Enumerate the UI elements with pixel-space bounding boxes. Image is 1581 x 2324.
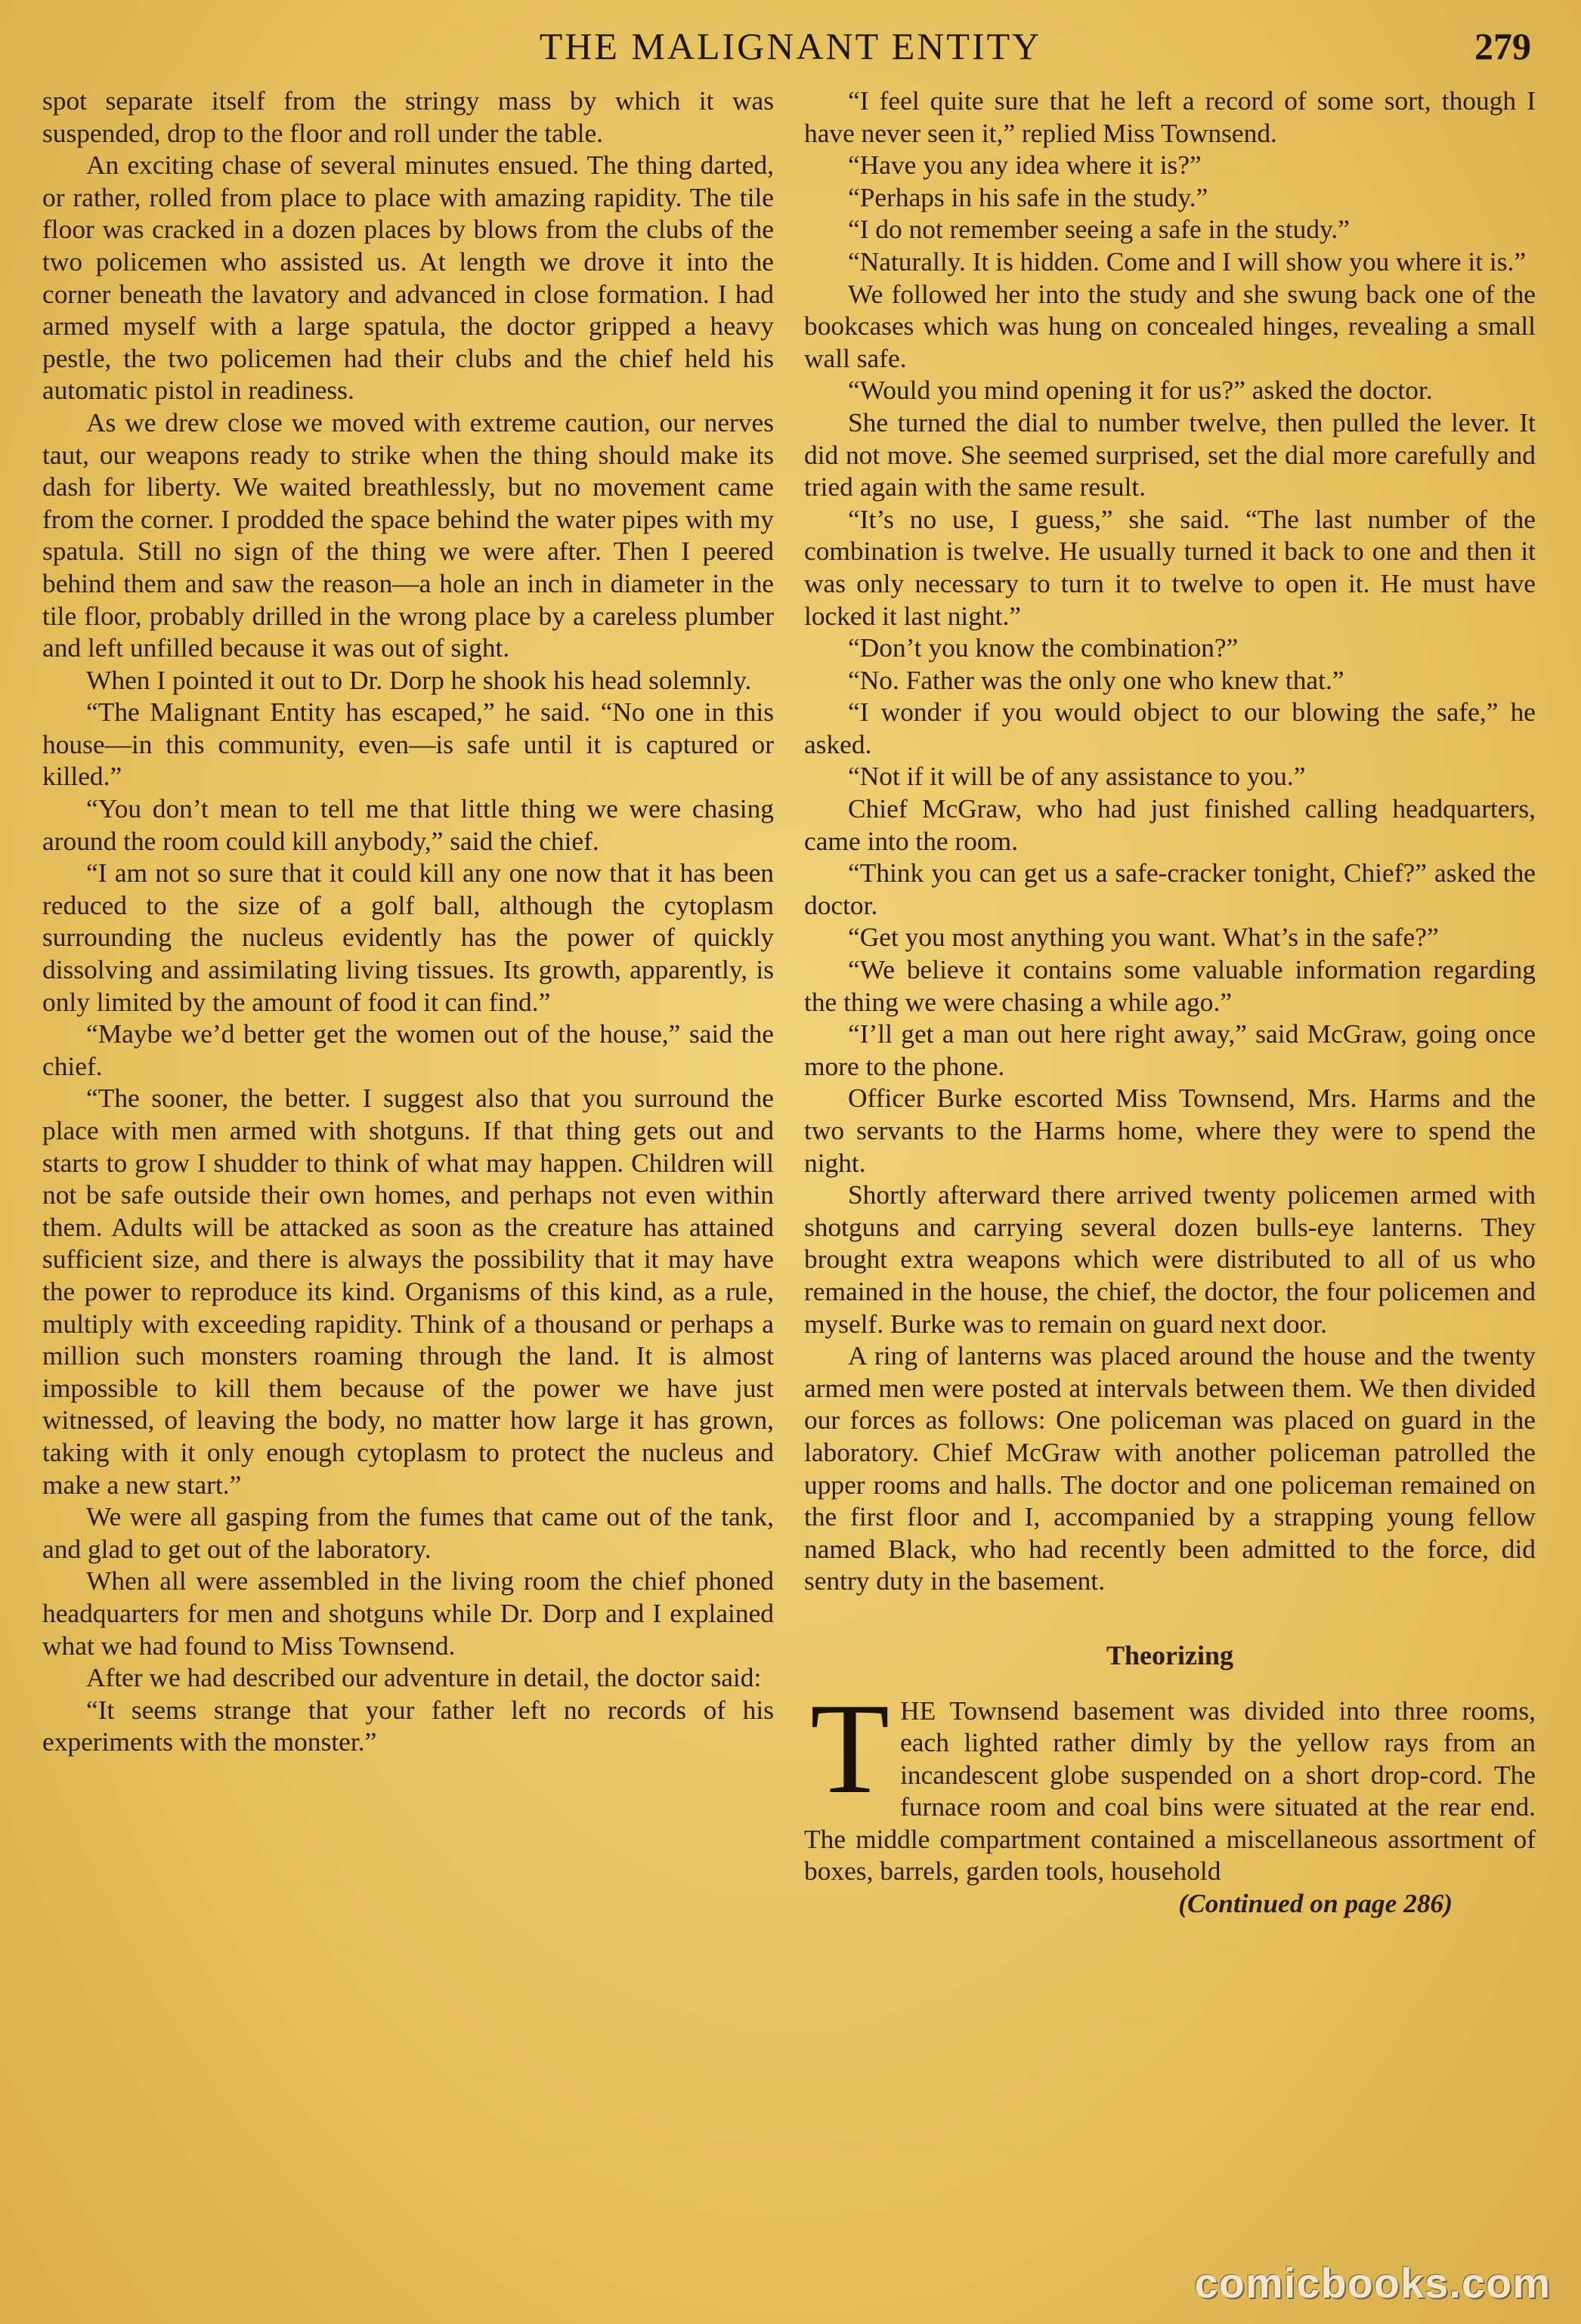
watermark-logo: comicbooks.com (1194, 2259, 1551, 2307)
paragraph: “Have you any idea where it is?” (848, 150, 1202, 181)
paragraph: Chief McGraw, who had just finished calling headquarters, came into the room. (804, 793, 1536, 856)
running-title: THE MALIGNANT ENTITY (539, 25, 1042, 67)
paragraph: “It’s no use, I guess,” she said. “The last number of the combination is twelve. He usually turned it back to one and then it was only necessary to turn it to twelve to open it. He must have locked it last night.” (804, 503, 1536, 631)
right-column (804, 85, 1536, 1920)
paragraph: “I do not remember seeing a safe in the study.” (848, 214, 1350, 245)
paragraph: When all were assembled in the living room the chief phoned headquarters for men and shotguns while Dr. Dorp and I explained what we had found to Miss Townsend. (42, 1565, 774, 1661)
paragraph: “Maybe we’d better get the women out of the house,” said the chief. (42, 1018, 774, 1081)
paragraph: When I pointed it out to Dr. Dorp he shook his head solemnly. (86, 664, 752, 695)
paragraph: “Naturally. It is hidden. Come and I will show you where it is.” (848, 246, 1527, 277)
paragraph: After we had described our adventure in detail, the doctor said: (86, 1662, 762, 1693)
left-column (42, 85, 774, 1758)
paragraph: A ring of lanterns was placed around the house and the twenty armed men were posted at intervals between them. We then divided our forces as follows: One policeman was placed on guard in the laboratory. Chief McGraw with another policeman patrolled the upper rooms and halls. The doctor and one policeman remained on the first floor and I, accompanied by a strapping young fellow named Black, who had recently been admitted to the force, did sentry duty in the basement. (804, 1340, 1536, 1596)
paragraph: “Think you can get us a safe-cracker tonight, Chief?” asked the doctor. (804, 858, 1536, 920)
paragraph: “Don’t you know the combination?” (848, 632, 1239, 663)
paragraph: We were all gasping from the fumes that came out of the tank, and glad to get out of the laboratory. (42, 1501, 774, 1564)
paragraph: “It seems strange that your father left no records of his experiments with the monster.” (42, 1694, 774, 1757)
paragraph: “Not if it will be of any assistance to you.” (848, 761, 1306, 792)
paragraph: “I wonder if you would object to our blowing the safe,” he asked. (804, 697, 1536, 759)
paragraph: “I feel quite sure that he left a record of some sort, though I have never seen it,” replied Miss Townsend. (804, 85, 1536, 148)
page-number: 279 (1474, 25, 1531, 67)
dropcap-paragraph (804, 1677, 1536, 1888)
drop-cap: T (810, 1677, 890, 1821)
paragraph: Shortly afterward there arrived twenty policemen armed with shotguns and carrying several dozen bulls-eye lanterns. They brought extra weapons which were distributed to all of us who remained in the house, the chief, the doctor, the four policemen and myself. Burke was to remain on guard next door. (804, 1179, 1536, 1339)
paragraph: “Get you most anything you want. What’s in the safe?” (848, 922, 1439, 953)
paragraph: “Would you mind opening it for us?” asked the doctor. (848, 375, 1433, 406)
paragraph: She turned the dial to number twelve, then pulled the lever. It did not move. She seemed surprised, set the dial more carefully and tried again with the same result. (804, 406, 1536, 502)
paragraph: Officer Burke escorted Miss Townsend, Mrs. Harms and the two servants to the Harms home, where they were to spend the night. (804, 1083, 1536, 1178)
paragraph: “You don’t mean to tell me that little thing we were chasing around the room could kill anybody,” said the chief. (42, 793, 774, 856)
paragraph: “No. Father was the only one who knew that.” (848, 664, 1344, 695)
paragraph: “The Malignant Entity has escaped,” he said. “No one in this house—in this community, even—is safe until it is captured or killed.” (42, 697, 774, 792)
paragraph: “Perhaps in his safe in the study.” (848, 181, 1208, 212)
paragraph: “I’ll get a man out here right away,” said McGraw, going once more to the phone. (804, 1018, 1536, 1081)
paragraph: spot separate itself from the stringy mass by which it was suspended, drop to the floor and roll under the table. (42, 85, 774, 148)
continued-note: (Continued on page 286) (1178, 1888, 1453, 1919)
page-header (0, 21, 1581, 74)
paragraph: An exciting chase of several minutes ensued. The thing darted, or rather, rolled from place to place with amazing rapidity. The tile floor was cracked in a dozen places by blows from the clubs of the two policemen who assisted us. At length we drove it into the corner beneath the lavatory and advanced in close formation. I had armed myself with a large spatula, the doctor gripped a heavy pestle, the two policemen had their clubs and the chief held his automatic pistol in readiness. (42, 150, 774, 406)
paragraph: “The sooner, the better. I suggest also that you surround the place with men armed with shotguns. If that thing gets out and starts to grow I shudder to think of what may happen. Children will not be safe outside their own homes, and perhaps not even within them. Adults will be attacked as soon as the creature has attained sufficient size, and there is always the possibility that it may have the power to reproduce its kind. Organisms of this kind, as a rule, multiply with exceeding rapidity. Think of a thousand or perhaps a million such monsters roaming through the land. It is almost impossible to kill them because of the power we have just witnessed, of leaving the body, no matter how large it has grown, taking with it only enough cytoplasm to protect the nucleus and make a new start.” (42, 1083, 774, 1500)
paragraph: We followed her into the study and she swung back one of the bookcases which was hung on concealed hinges, revealing a small wall safe. (804, 278, 1536, 373)
dropcap-paragraph-text: HE Townsend basement was divided into three rooms, each lighted rather dimly by the yellow rays from an incandescent globe suspended on a short drop-cord. The furnace room and coal bins were situated at the rear end. The middle compartment contained a miscellaneous assortment of boxes, barrels, garden tools, household (804, 1695, 1536, 1887)
paragraph: “I am not so sure that it could kill any one now that it has been reduced to the size of a golf ball, although the cytoplasm surrounding the nucleus evidently has the power of quickly dissolving and assimilating living tissues. Its growth, apparently, is only limited by the amount of food it can find.” (42, 858, 774, 1017)
section-subheading: Theorizing (1106, 1639, 1233, 1670)
paragraph: “We believe it contains some valuable information regarding the thing we were chasing a while ago.” (804, 954, 1536, 1017)
paragraph: As we drew close we moved with extreme caution, our nerves taut, our weapons ready to strike when the thing should make its dash for liberty. We waited breathlessly, but no movement came from the corner. I prodded the space behind the water pipes with my spatula. Still no sign of the thing we were after. Then I peered behind them and saw the reason—a hole an inch in diameter in the tile floor, probably drilled in the wrong place by a careless plumber and left unfilled because it was out of sight. (42, 406, 774, 663)
